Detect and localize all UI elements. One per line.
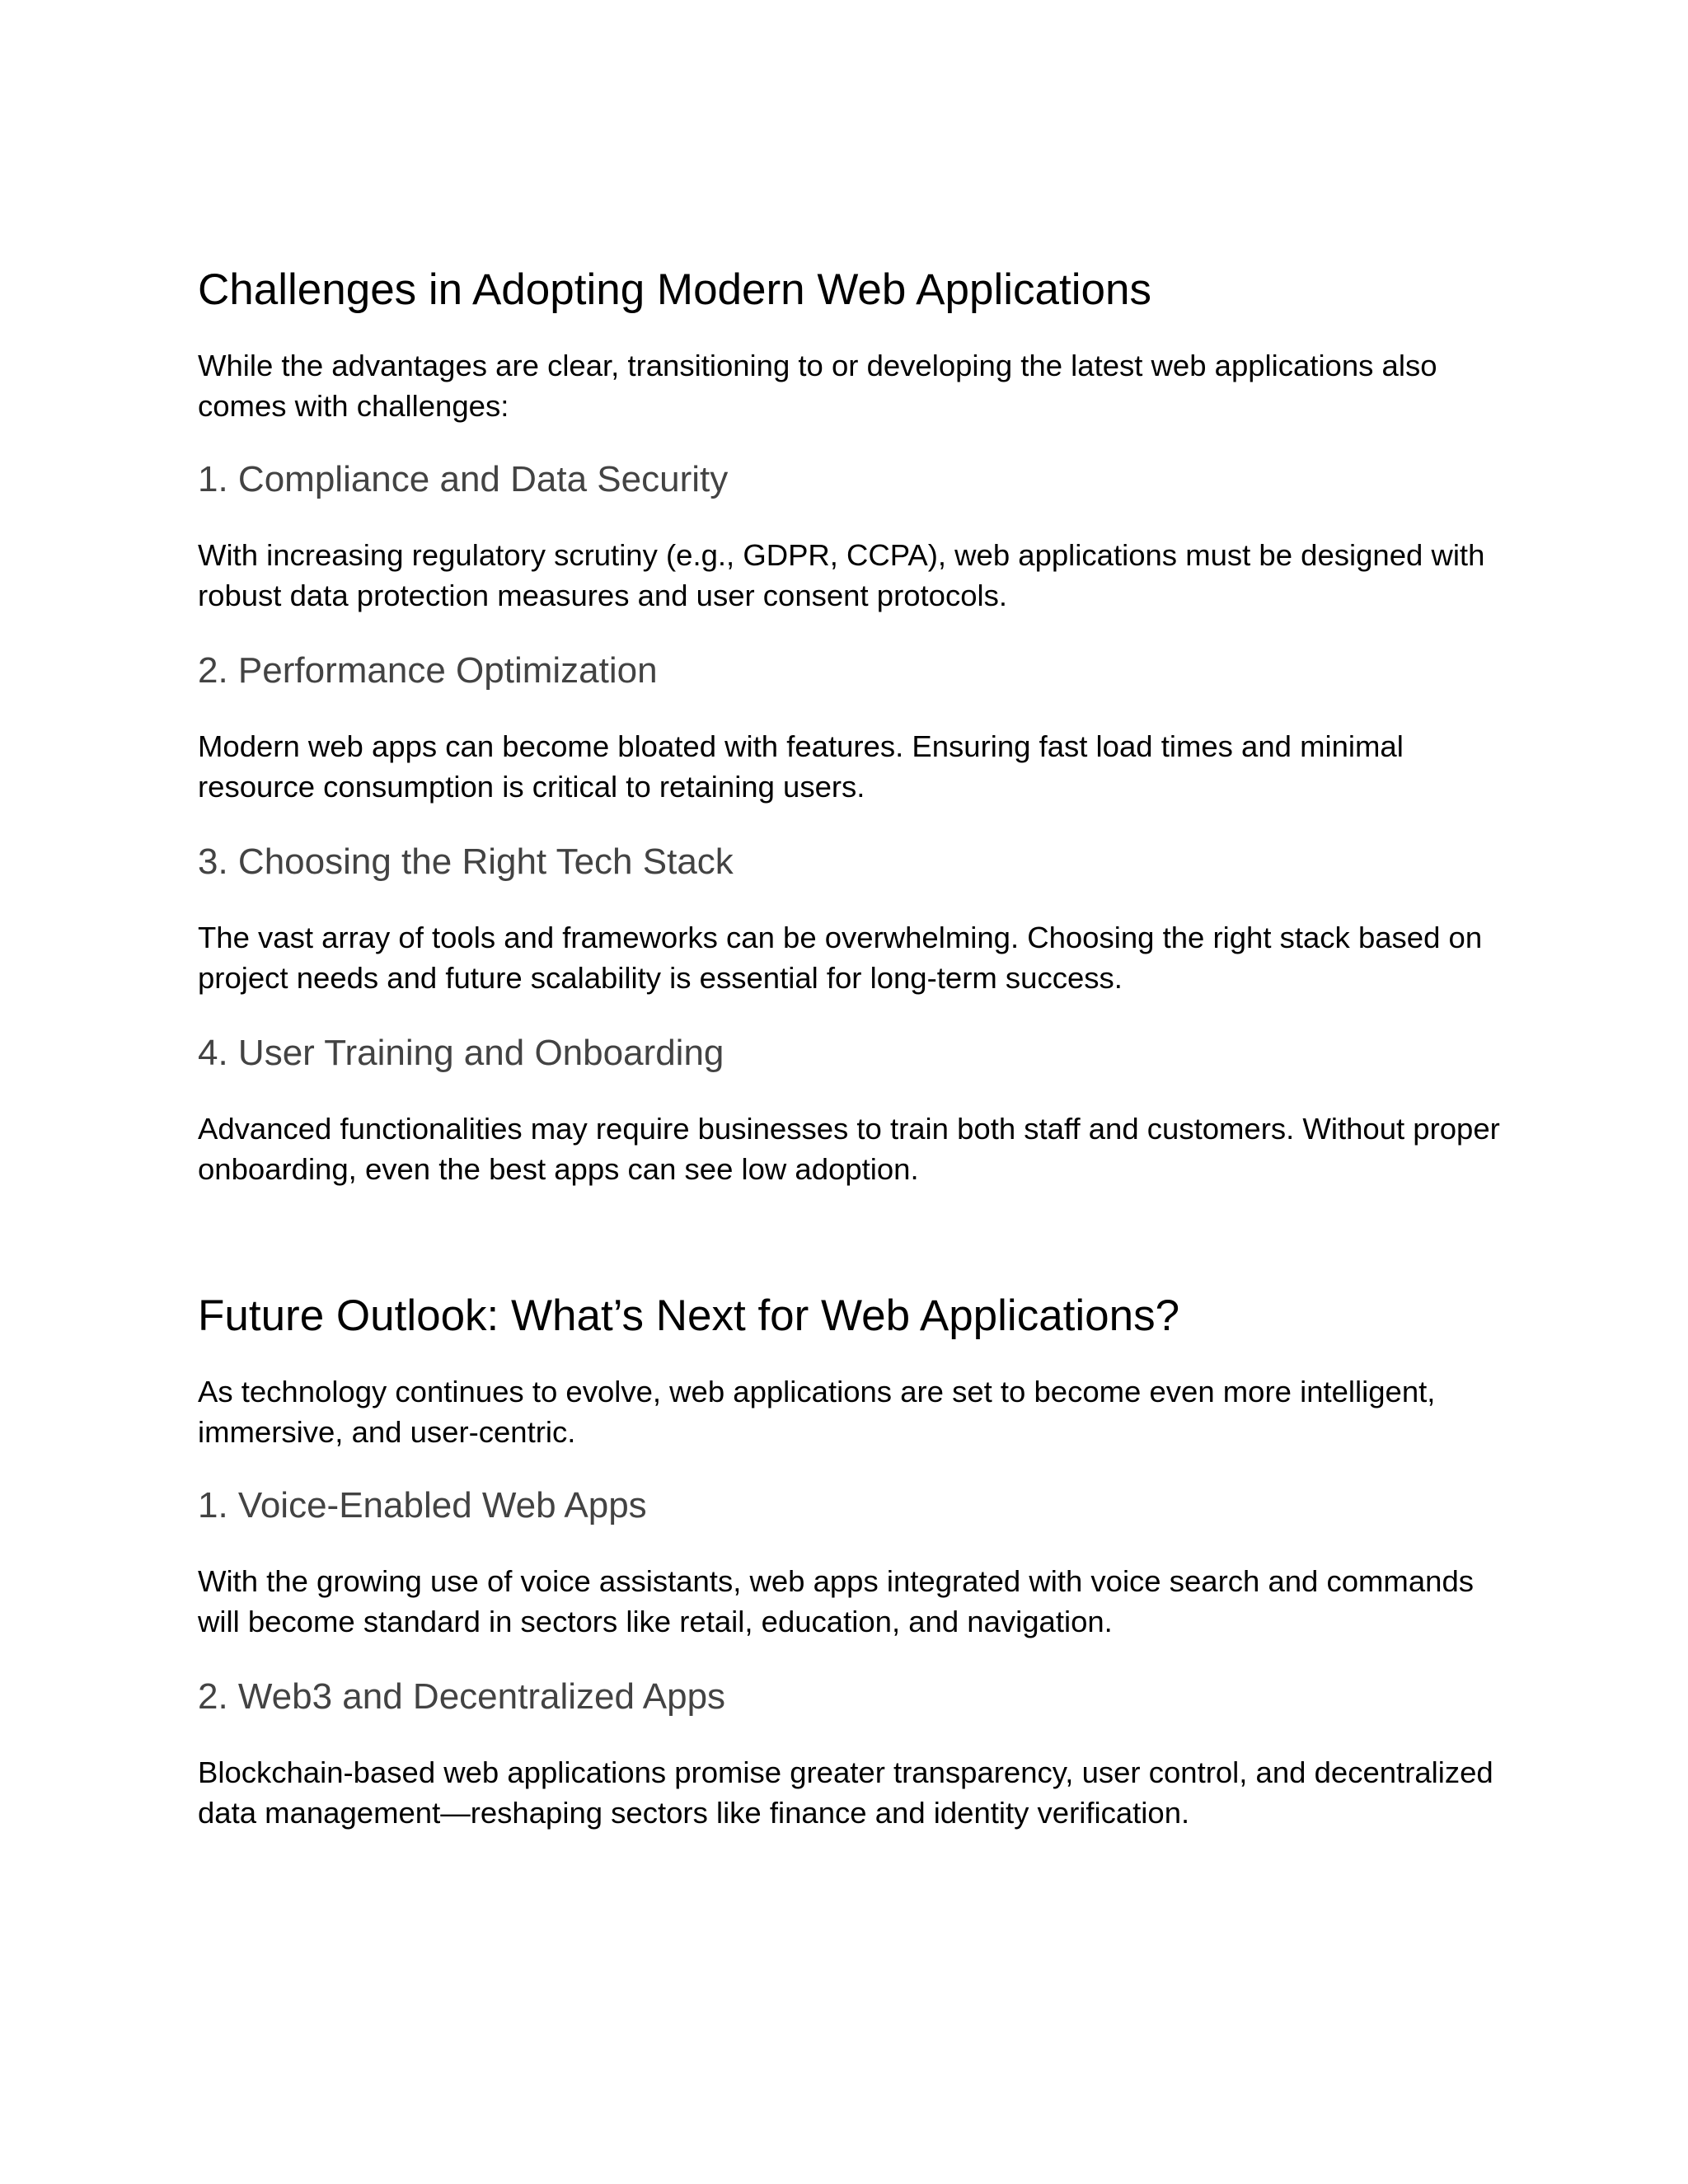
subheading: 1. Compliance and Data Security (198, 459, 729, 499)
subheading: 2. Web3 and Decentralized Apps (198, 1676, 726, 1717)
paragraph: Blockchain-based web applications promise greater transparency, user control, and decentralized data management—reshaping sectors like finance and identity verification. (198, 1755, 1493, 1830)
subheading: 2. Performance Optimization (198, 650, 658, 691)
subheading: 1. Voice-Enabled Web Apps (198, 1485, 647, 1526)
section-title: Future Outlook: What’s Next for Web Applications? (198, 1291, 1180, 1340)
subheading: 3. Choosing the Right Tech Stack (198, 841, 734, 882)
section-intro: While the advantages are clear, transitioning to or developing the latest web applications also comes with challenges: (198, 349, 1437, 423)
section-intro: As technology continues to evolve, web applications are set to become even more intelligent, immersive, and user-centric. (198, 1375, 1436, 1449)
paragraph: With increasing regulatory scrutiny (e.g., GDPR, CCPA), web applications must be designed with robust data protection measures and user consent protocols. (198, 538, 1485, 612)
paragraph: Advanced functionalities may require businesses to train both staff and customers. Without proper onboarding, even the best apps can see low adoption. (198, 1112, 1500, 1186)
section-future-outlook (198, 1290, 1500, 1833)
section-title: Challenges in Adopting Modern Web Applications (198, 265, 1151, 314)
subheading: 4. User Training and Onboarding (198, 1033, 724, 1073)
paragraph: The vast array of tools and frameworks can be overwhelming. Choosing the right stack based on project needs and future scalability is essential for long-term success. (198, 921, 1483, 995)
paragraph: Modern web apps can become bloated with features. Ensuring fast load times and minimal resource consumption is critical to retaining users. (198, 729, 1404, 804)
paragraph: With the growing use of voice assistants, web apps integrated with voice search and commands will become standard in sectors like retail, education, and navigation. (198, 1564, 1474, 1638)
document-page (198, 264, 1500, 1833)
section-challenges (198, 264, 1500, 1189)
